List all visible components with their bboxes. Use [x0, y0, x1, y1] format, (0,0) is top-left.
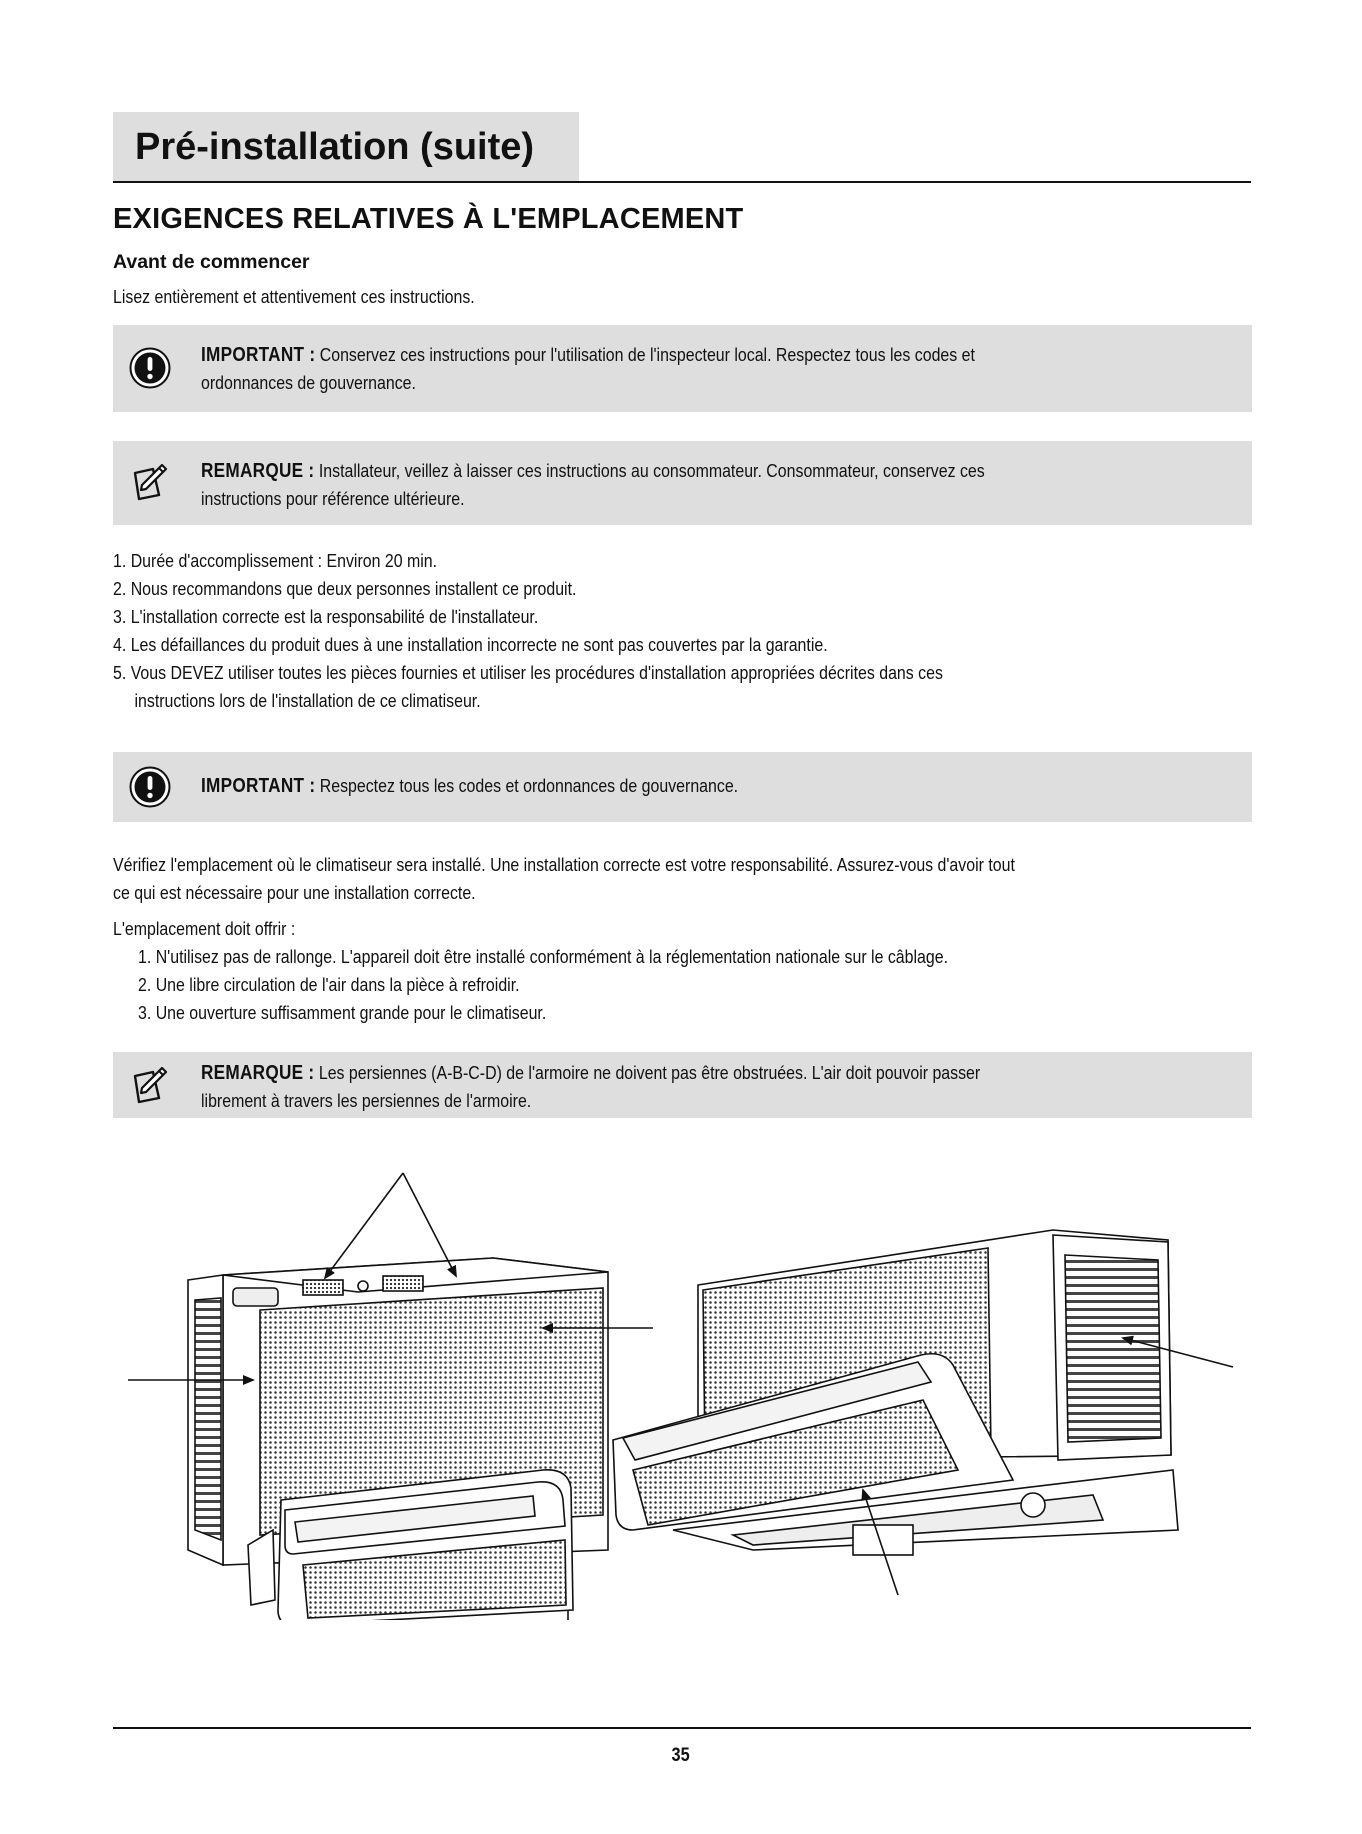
front-unit-drawing	[188, 1258, 608, 1620]
exclamation-icon	[129, 766, 171, 808]
exclamation-icon	[129, 347, 171, 389]
note-pen-icon	[129, 461, 171, 503]
list-item: 1. N'utilisez pas de rallonge. L'appareil doit être installé conformément à la réglementation nationale sur le câblage.	[138, 946, 949, 967]
list-item: 3. Une ouverture suffisamment grande pour le climatiseur.	[138, 1002, 547, 1023]
callout-text: Conservez ces instructions pour l'utilisation de l'inspecteur local. Respectez tous les codes et	[315, 344, 975, 365]
callout-text: Respectez tous les codes et ordonnances de gouvernance.	[315, 775, 739, 796]
list-item: 3. L'installation correcte est la responsabilité de l'installateur.	[113, 606, 539, 627]
location-intro: L'emplacement doit offrir :	[113, 918, 296, 939]
bottom-rule	[113, 1727, 1251, 1729]
air-conditioner-figure	[113, 1170, 1252, 1620]
subheading: Avant de commencer	[113, 251, 310, 273]
top-rule	[113, 181, 1251, 183]
section-title: Pré-installation (suite)	[135, 126, 535, 168]
callout-label: IMPORTANT :	[201, 775, 316, 797]
callout-text-cont: instructions pour référence ultérieure.	[201, 488, 465, 509]
important-callout-2	[113, 752, 1252, 822]
list-item: 2. Une libre circulation de l'air dans la pièce à refroidir.	[138, 974, 520, 995]
list-item: 2. Nous recommandons que deux personnes installent ce produit.	[113, 578, 577, 599]
list-item: 5. Vous DEVEZ utiliser toutes les pièces fournies et utiliser les procédures d'installation appropriées décrites dans ces	[113, 662, 943, 683]
verify-line: ce qui est nécessaire pour une installation correcte.	[113, 882, 476, 903]
verify-paragraph	[113, 851, 1162, 907]
note-callout-1	[113, 441, 1252, 525]
list-item: 4. Les défaillances du produit dues à une installation incorrecte ne sont pas couvertes par la garantie.	[113, 634, 828, 655]
section-tab	[113, 112, 579, 182]
rear-unit-drawing	[613, 1230, 1178, 1555]
steps-list	[113, 547, 1078, 715]
callout-text: Les persiennes (A-B-C-D) de l'armoire ne doivent pas être obstruées. L'air doit pouvoir passer	[314, 1062, 981, 1083]
important-callout-1	[113, 325, 1252, 412]
callout-label: IMPORTANT :	[201, 344, 316, 366]
callout-text-cont: ordonnances de gouvernance.	[201, 372, 416, 393]
list-item: 1. Durée d'accomplissement : Environ 20 min.	[113, 550, 438, 571]
note-callout-2	[113, 1052, 1252, 1118]
page-number: 35	[671, 1745, 691, 1766]
callout-label: REMARQUE :	[201, 460, 315, 482]
intro-text: Lisez entièrement et attentivement ces instructions.	[113, 286, 475, 307]
callout-label: REMARQUE :	[201, 1062, 315, 1084]
page-heading: EXIGENCES RELATIVES À L'EMPLACEMENT	[113, 203, 744, 235]
arrow-line	[403, 1173, 456, 1276]
callout-text: Installateur, veillez à laisser ces instructions au consommateur. Consommateur, conservez ces	[314, 460, 985, 481]
callout-text-cont: librement à travers les persiennes de l'armoire.	[201, 1090, 532, 1111]
note-pen-icon	[129, 1064, 171, 1106]
location-list	[138, 943, 1080, 1027]
arrow-line	[325, 1173, 403, 1278]
list-item: instructions lors de l'installation de ce climatiseur.	[134, 690, 481, 711]
verify-line: Vérifiez l'emplacement où le climatiseur sera installé. Une installation correcte est votre responsabilité. Assurez-vous d'avoir tout	[113, 854, 1015, 875]
